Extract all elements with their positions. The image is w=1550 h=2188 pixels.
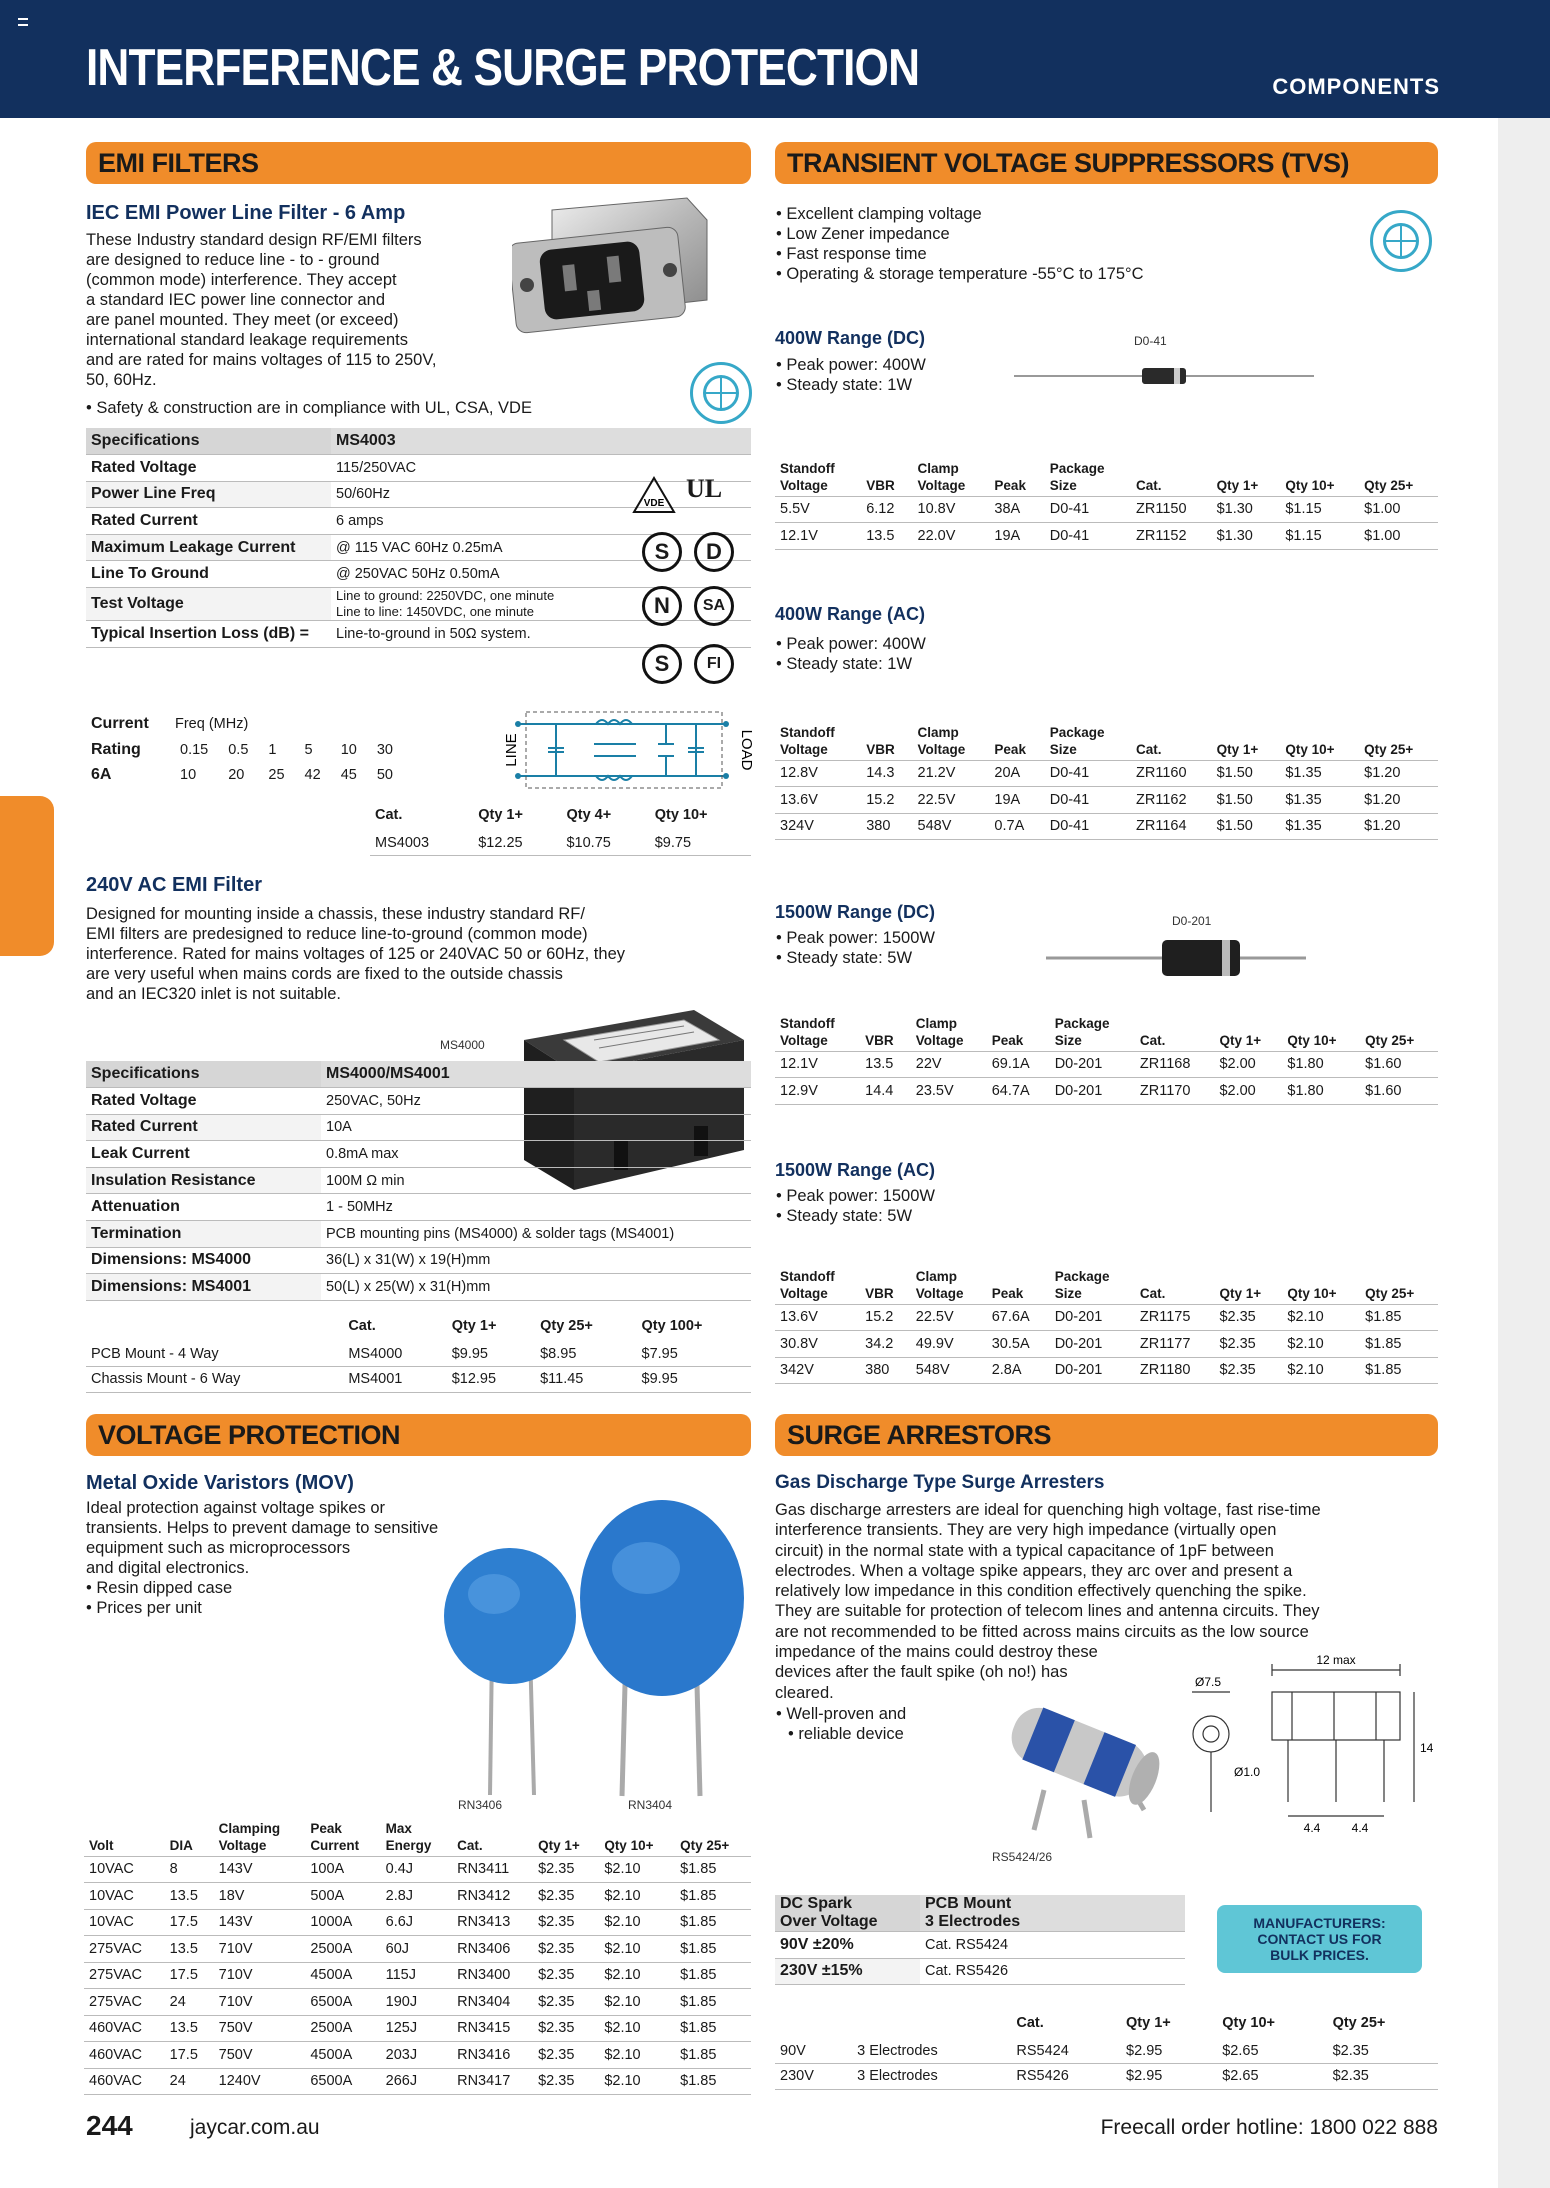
table-row: 10VAC 13.5 18V 500A 2.8J RN3412 $2.35 $2.10 $1.85 — [84, 1883, 751, 1910]
spec-row: Rated Voltage 250VAC, 50Hz — [86, 1088, 751, 1115]
filter-circuit-diagram — [486, 704, 756, 796]
section-label: COMPONENTS — [1272, 74, 1440, 99]
text-line: devices after the fault spike (oh no!) has — [775, 1663, 1068, 1682]
svg-text:LOAD: LOAD — [738, 729, 755, 771]
table-row: 460VAC 13.5 750V 2500A 125J RN3415 $2.35 $2.10 $1.85 — [84, 2015, 751, 2042]
table-row: 13.6V 15.2 22.5V 19A D0-41 ZR1162 $1.50 $1.35 $1.20 — [775, 787, 1438, 814]
spec-header: Specifications MS4000/MS4001 — [86, 1061, 751, 1088]
s-plus-mark-icon: S — [642, 644, 682, 684]
globe-icon[interactable] — [690, 362, 752, 424]
svg-text:Ø7.5: Ø7.5 — [1194, 1675, 1222, 1689]
table-row: 10VAC 17.5 143V 1000A 6.6J RN3413 $2.35 $2.10 $1.85 — [84, 1909, 751, 1936]
spec-row: 90V ±20% Cat. RS5424 — [775, 1932, 1185, 1959]
spec-row: Insulation Resistance 100M Ω min — [86, 1167, 751, 1194]
text-line: impedance of the mains could destroy these — [775, 1643, 1098, 1662]
text-line: They are suitable for protection of telecom lines and antenna circuits. They — [775, 1602, 1320, 1621]
spec-row: Dimensions: MS4001 50(L) x 25(W) x 31(H)mm — [86, 1274, 751, 1301]
side-tab[interactable] — [0, 796, 54, 956]
spec-row: Termination PCB mounting pins (MS4000) & solder tags (MS4001) — [86, 1221, 751, 1248]
table-row: 460VAC 24 1240V 6500A 266J RN3417 $2.35 $2.10 $1.85 — [84, 2068, 751, 2095]
spec-row: Dimensions: MS4000 36(L) x 31(W) x 19(H)mm — [86, 1247, 751, 1274]
spec-row: Rated Voltage 115/250VAC — [86, 455, 751, 482]
rn3404-varistor-image — [576, 1498, 746, 1798]
rs5424-caption: RS5424/26 — [992, 1850, 1053, 1864]
iec-filter-description — [86, 230, 506, 390]
iec-price-table — [370, 800, 751, 856]
gas-discharge-bullet: • Well-proven and • reliable device — [776, 1704, 906, 1744]
table-header: Volt DIA Clamping Voltage Peak Current Max Energy Cat. Qty 1+ Qty 10+ Qty 25+ — [84, 1816, 751, 1856]
table-row: 342V 380 548V 2.8A D0-201 ZR1180 $2.35 $2.10 $1.85 — [775, 1357, 1438, 1384]
table-row: 275VAC 17.5 710V 4500A 115J RN3400 $2.35 $2.10 $1.85 — [84, 1962, 751, 1989]
text-line: circuit) in the normal state with a typical capacitance of 1pF between — [775, 1541, 1274, 1560]
iec-filter-image — [512, 190, 712, 350]
spec-header: Specifications MS4003 — [86, 428, 751, 455]
vde-triangle-icon — [632, 476, 676, 514]
table-row: MS4003 $12.25 $10.75 $9.75 — [370, 830, 751, 856]
text-line: Designed for mounting inside a chassis, these industry standard RF/ — [86, 905, 585, 923]
emi-filters-band: EMI FILTERS — [86, 142, 751, 184]
do41-diode-image — [1014, 364, 1314, 388]
text-line: transients. Helps to prevent damage to sensitive — [86, 1519, 439, 1537]
surge-arrestors-band: SURGE ARRESTORS — [775, 1414, 1438, 1456]
rs5424-arrester-image — [994, 1690, 1164, 1840]
text-line: international standard leakage requirements — [86, 331, 408, 349]
spec-row: Power Line Freq 50/60Hz — [86, 481, 751, 508]
spec-row: Leak Current 0.8mA max — [86, 1141, 751, 1168]
sa-mark-icon: SA — [694, 586, 734, 626]
table-row: 12.1V 13.5 22V 69.1A D0-201 ZR1168 $2.00 $1.80 $1.60 — [775, 1051, 1438, 1078]
surge-price-table — [775, 2008, 1438, 2090]
ac-filter-title: 240V AC EMI Filter — [86, 874, 262, 896]
hotline-text: Freecall order hotline: 1800 022 888 — [1100, 2116, 1438, 2139]
website-link[interactable]: jaycar.com.au — [190, 2116, 320, 2139]
text-line: Ideal protection against voltage spikes or — [86, 1499, 386, 1517]
text-line: equipment such as microprocessors — [86, 1539, 351, 1557]
text-line: EMI filters are predesigned to reduce line-to-ground (common mode) — [86, 925, 588, 943]
arrester-dimension-drawing — [1176, 1652, 1438, 1842]
table-row: 324V 380 548V 0.7A D0-41 ZR1164 $1.50 $1.35 $1.20 — [775, 813, 1438, 840]
text-line: are designed to reduce line - to - ground — [86, 251, 380, 269]
s-mark-icon: S — [642, 532, 682, 572]
table-header: Standoff Voltage VBR Clamp Voltage Peak Package Size Cat. Qty 1+ Qty 10+ Qty 25+ — [775, 456, 1438, 496]
table-row: 30.8V 34.2 49.9V 30.5A D0-201 ZR1177 $2.35 $2.10 $1.85 — [775, 1331, 1438, 1358]
table-row: 230V 3 Electrodes RS5426 $2.95 $2.65 $2.35 — [775, 2064, 1438, 2090]
bulk-prices-badge[interactable]: MANUFACTURERS: CONTACT US FOR BULK PRICES. — [1217, 1905, 1422, 1973]
page-number: 244 — [86, 2110, 133, 2141]
spec-row: 230V ±15% Cat. RS5426 — [775, 1958, 1185, 1985]
text-line: are not recommended to be fitted across mains circuits as the low source — [775, 1622, 1309, 1641]
bullet-item: • Excellent clamping voltage — [776, 204, 1144, 224]
text-line: cleared. — [775, 1683, 834, 1702]
page-edge — [1498, 118, 1550, 2188]
d-mark-icon: D — [694, 532, 734, 572]
table-header: Standoff Voltage VBR Clamp Voltage Peak Package Size Cat. Qty 1+ Qty 10+ Qty 25+ — [775, 1011, 1438, 1051]
mov-price-table — [84, 1816, 751, 2095]
price-header: Cat. Qty 1+ Qty 25+ Qty 100+ — [348, 1318, 703, 1334]
table-row: 5.5V 6.12 10.8V 38A D0-41 ZR1150 $1.30 $1.15 $1.00 — [775, 496, 1438, 523]
do201-diode-image — [1046, 936, 1306, 980]
surge-spec-table — [775, 1895, 1185, 1985]
bullet-item: • Operating & storage temperature -55°C to 175°C — [776, 264, 1144, 284]
tvs-band: TRANSIENT VOLTAGE SUPPRESSORS (TVS) — [775, 142, 1438, 184]
text-line: Gas discharge arresters are ideal for quenching high voltage, fast rise-time — [775, 1501, 1321, 1519]
rn3406-varistor-image — [430, 1540, 590, 1800]
text-line: 50, 60Hz. — [86, 371, 157, 389]
table-row: 275VAC 13.5 710V 2500A 60J RN3406 $2.35 $2.10 $1.85 — [84, 1936, 751, 1963]
tvs-feature-list — [776, 204, 1144, 284]
table-row: 12.9V 14.4 23.5V 64.7A D0-201 ZR1170 $2.00 $1.80 $1.60 — [775, 1078, 1438, 1105]
table-row: 275VAC 24 710V 6500A 190J RN3404 $2.35 $2.10 $1.85 — [84, 1989, 751, 2016]
table-row: 90V 3 Electrodes RS5424 $2.95 $2.65 $2.35 — [775, 2038, 1438, 2064]
ul-logo: UL — [686, 474, 723, 503]
text-line: a standard IEC power line connector and — [86, 291, 386, 309]
rn3404-caption: RN3404 — [628, 1798, 673, 1812]
table-row: 12.1V 13.5 22.0V 19A D0-41 ZR1152 $1.30 $1.15 $1.00 — [775, 523, 1438, 550]
rn3406-caption: RN3406 — [458, 1798, 503, 1812]
text-line: (common mode) interference. They accept — [86, 271, 397, 289]
text-line: and digital electronics. — [86, 1559, 250, 1577]
ac-spec-table — [86, 1061, 751, 1301]
spec-row: Rated Current 10A — [86, 1114, 751, 1141]
table-row: 13.6V 15.2 22.5V 67.6A D0-201 ZR1175 $2.35 $2.10 $1.85 — [775, 1304, 1438, 1331]
mov-bullets — [86, 1578, 232, 1618]
svg-text:4.4: 4.4 — [1303, 1821, 1321, 1835]
current-rating-table: Current Freq (MHz) Rating 0.15 0.5 1 5 10 30 6A 10 20 25 42 45 50 — [91, 715, 393, 783]
table-row: 460VAC 17.5 750V 4500A 203J RN3416 $2.35 $2.10 $1.85 — [84, 2042, 751, 2069]
spec-row: Attenuation 1 - 50MHz — [86, 1194, 751, 1221]
iec-filter-title: IEC EMI Power Line Filter - 6 Amp — [86, 202, 406, 224]
iec-filter-bullet: • Safety & construction are in compliance with UL, CSA, VDE — [86, 398, 532, 418]
text-line: relatively low impedance in this condition effectively quenching the spike. — [775, 1582, 1307, 1601]
text-line: electrodes. When a voltage spike appears, they arc over and present a — [775, 1561, 1293, 1580]
spec-row: Rated Current 6 amps — [86, 508, 751, 535]
text-line: These Industry standard design RF/EMI filters — [86, 231, 422, 249]
text-line: are panel mounted. They meet (or exceed) — [86, 311, 399, 329]
bullet-item: • Fast response time — [776, 244, 1144, 264]
table-header: Standoff Voltage VBR Clamp Voltage Peak Package Size Cat. Qty 1+ Qty 10+ Qty 25+ — [775, 1264, 1438, 1304]
svg-text:Ø1.0: Ø1.0 — [1234, 1765, 1261, 1779]
menu-icon[interactable] — [18, 18, 28, 26]
text-line: and an IEC320 inlet is not suitable. — [86, 985, 342, 1003]
table-row: 12.8V 14.3 21.2V 20A D0-41 ZR1160 $1.50 $1.35 $1.20 — [775, 760, 1438, 787]
table-row: Chassis Mount - 6 Way MS4001 $12.95 $11.45 $9.95 — [86, 1367, 751, 1393]
globe-icon[interactable] — [1370, 210, 1432, 272]
spec-row: Maximum Leakage Current @ 115 VAC 60Hz 0.25mA — [86, 534, 751, 561]
ac-price-table — [86, 1311, 751, 1393]
svg-text:VDE: VDE — [643, 498, 665, 509]
text-line: interference transients. They are very high impedance (virtually open — [775, 1521, 1277, 1540]
svg-text:12 max: 12 max — [1316, 1653, 1356, 1667]
text-line: are very useful when mains cords are fixed to the outside chassis — [86, 965, 563, 983]
spec-row: Test Voltage Line to ground: 2250VDC, one minute Line to line: 1450VDC, one minute — [86, 588, 751, 621]
table-row: 10VAC 8 143V 100A 0.4J RN3411 $2.35 $2.10 $1.85 — [84, 1856, 751, 1883]
price-header: Cat. Qty 1+ Qty 10+ Qty 25+ — [1016, 2015, 1386, 2031]
gas-discharge-title: Gas Discharge Type Surge Arresters — [775, 1472, 1105, 1493]
bullet-item: • Resin dipped case — [86, 1578, 232, 1598]
page-title: INTERFERENCE & SURGE PROTECTION — [86, 39, 920, 97]
table-row: PCB Mount - 4 Way MS4000 $9.95 $8.95 $7.95 — [86, 1341, 751, 1367]
spec-header: DC Spark Over Voltage PCB Mount 3 Electrodes — [775, 1895, 1185, 1932]
spec-row: Line To Ground @ 250VAC 50Hz 0.50mA — [86, 561, 751, 588]
svg-text:4.4: 4.4 — [1351, 1821, 1369, 1835]
bullet-item: • Prices per unit — [86, 1598, 232, 1618]
text-line: and are rated for mains voltages of 115 to 250V, — [86, 351, 437, 369]
spec-row: Typical Insertion Loss (dB) = Line-to-ground in 50Ω system. — [86, 621, 751, 648]
mov-title: Metal Oxide Varistors (MOV) — [86, 1472, 354, 1494]
ms4000-caption: MS4000 — [440, 1038, 485, 1052]
bullet-item: • Low Zener impedance — [776, 224, 1144, 244]
price-header: Cat. Qty 1+ Qty 4+ Qty 10+ — [375, 807, 708, 823]
n-mark-icon: N — [642, 586, 682, 626]
svg-text:14: 14 — [1420, 1741, 1434, 1755]
voltage-protection-band: VOLTAGE PROTECTION — [86, 1414, 751, 1456]
table-header: Standoff Voltage VBR Clamp Voltage Peak Package Size Cat. Qty 1+ Qty 10+ Qty 25+ — [775, 720, 1438, 760]
text-line: interference. Rated for mains voltages of 125 or 240VAC 50 or 60Hz, they — [86, 945, 625, 963]
ac-filter-description — [86, 904, 766, 1004]
page-header — [0, 0, 1550, 118]
svg-text:LINE: LINE — [503, 733, 520, 767]
fi-mark-icon: FI — [694, 644, 734, 684]
